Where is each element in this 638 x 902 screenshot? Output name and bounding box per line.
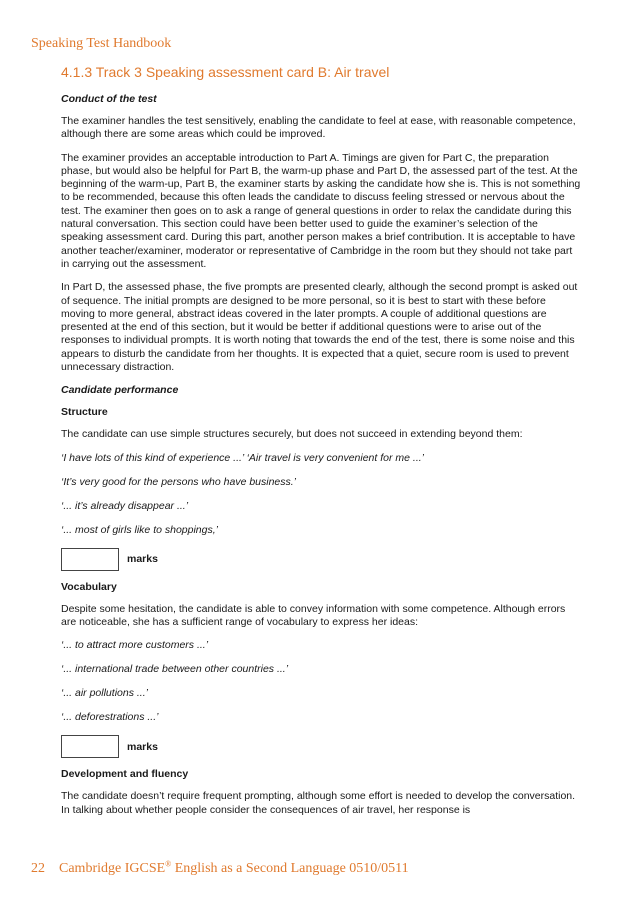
vocabulary-heading: Vocabulary — [61, 580, 117, 593]
conduct-paragraph-2: The examiner provides an acceptable introduction to Part A. Timings are given for Part C, the preparation phase, but would also be helpful for Part B, the warm-up phase and Part D, the assessed part of the test. At the beginning of the warm-up, Part B, the examiner starts by asking the candidate how she is. This is not something to be recommended, because this often leads the candidate to discuss feeling stressed or nervous about the test. The examiner then goes on to ask a range of general questions in order to relax the candidate during this natural conversation. This section could have been better used to guide the examiner’s selection of the speaking assessment card. During this part, another person makes a brief contribution. It is acceptable to have another teacher/examiner, moderator or representative of Cambridge in the room but they should not take part in carrying out the assessment. — [61, 151, 581, 270]
page-number: 22 — [31, 861, 45, 876]
structure-quote: ‘... most of girls like to shoppings,’ — [61, 523, 218, 536]
vocabulary-marks-box[interactable] — [61, 735, 119, 758]
development-intro: The candidate doesn’t require frequent prompting, although some effort is needed to develop the conversation. In talking about whether people consider the consequences of air travel, her response is — [61, 790, 576, 816]
conduct-heading: Conduct of the test — [61, 93, 157, 105]
page-footer — [31, 861, 409, 877]
vocabulary-marks-label: marks — [127, 740, 158, 753]
structure-marks — [61, 548, 581, 571]
running-header: Speaking Test Handbook — [31, 36, 172, 51]
performance-heading: Candidate performance — [61, 384, 179, 397]
vocabulary-quote: ‘... deforestrations ...’ — [61, 711, 159, 724]
vocabulary-quote: ‘... international trade between other countries ...’ — [61, 663, 289, 676]
footer-title-rest: English as a Second Language 0510/0511 — [171, 861, 409, 876]
footer-title: Cambridge IGCSE — [59, 861, 166, 876]
structure-marks-label: marks — [127, 553, 158, 566]
vocabulary-intro: Despite some hesitation, the candidate is able to convey information with some competence. Although errors are noticeable, she has a sufficient range of vocabulary to express her ideas: — [61, 602, 566, 628]
conduct-paragraph-1: The examiner handles the test sensitively, enabling the candidate to feel at ease, with reasonable competence, although there are some areas which could be improved. — [61, 115, 576, 141]
structure-quote: ‘It’s very good for the persons who have business.’ — [61, 475, 297, 488]
registered-mark: ® — [165, 859, 172, 869]
structure-marks-box[interactable] — [61, 548, 119, 571]
structure-quote: ‘I have lots of this kind of experience ...’ ‘Air travel is very convenient for me ...’ — [61, 451, 424, 464]
section-title: 4.1.3 Track 3 Speaking assessment card B: Air travel — [61, 64, 390, 80]
vocabulary-quote: ‘... to attract more customers ...’ — [61, 639, 209, 652]
structure-quote: ‘... it’s already disappear ...’ — [61, 499, 189, 512]
structure-intro: The candidate can use simple structures securely, but does not succeed in extending beyond them: — [61, 428, 523, 441]
conduct-paragraph-3: In Part D, the assessed phase, the five prompts are presented clearly, although the second prompt is asked out of sequence. The initial prompts are designed to be more personal, so it is best to start with these before moving to more general, abstract ideas covered in the later prompts. A couple of additional questions are presented at the end of this section, but it would be better if additional questions were to arise out of the responses to individual prompts. It is worth noting that towards the end of the test, there is some noise and this appears to disturb the candidate from her thoughts. It is expected that a quiet, secure room is used to prevent unnecessary distraction. — [61, 281, 578, 374]
page-content — [61, 64, 581, 827]
vocabulary-quote: ‘... air pollutions ...’ — [61, 687, 148, 700]
development-heading: Development and fluency — [61, 768, 189, 781]
vocabulary-marks — [61, 735, 581, 758]
structure-heading: Structure — [61, 406, 108, 419]
